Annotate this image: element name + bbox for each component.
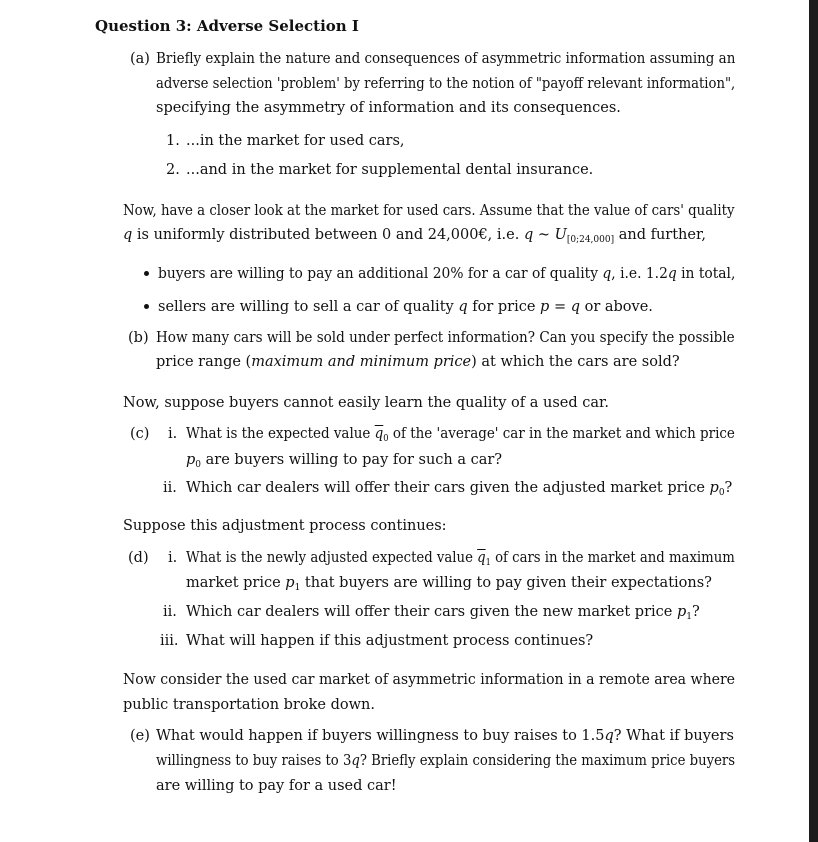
- part-d-ii-pre: Which car dealers will offer their cars given the new market price: [186, 604, 677, 620]
- part-c-ii-pre: Which car dealers will offer their cars given the adjusted market price: [186, 480, 710, 496]
- part-d-label: (d): [128, 550, 149, 566]
- bullet-2-var2: p = q: [540, 299, 580, 315]
- part-c-i-number: i.: [168, 426, 178, 442]
- part-a-item-2-text: ...and in the market for supplemental dental insurance.: [186, 162, 594, 178]
- bullet-icon: [144, 271, 149, 276]
- bullet-2-end: or above.: [579, 299, 653, 315]
- part-b-line-1: How many cars will be sold under perfect information? Can you specify the possible: [156, 330, 735, 346]
- bullet-2-var: q: [458, 299, 468, 315]
- p-sub: 0: [195, 460, 202, 470]
- part-c-i-line-2-post: are buyers willing to pay for such a car?: [201, 452, 503, 468]
- part-d-i-post: of cars in the market and maximum: [490, 550, 735, 566]
- part-e-line-2-post: ? Briefly explain considering the maximum price buyers: [359, 753, 735, 769]
- bullet-icon: [144, 304, 149, 309]
- part-d-ii-text: [186, 603, 700, 621]
- part-e-line-1-post: ? What if buyers: [613, 728, 734, 744]
- bullet-2-post: for price: [467, 299, 541, 315]
- var-q: q: [123, 227, 133, 243]
- window-edge: [809, 0, 818, 842]
- part-a-label: (a): [130, 51, 150, 67]
- part-d-i-line-2-post: that buyers are willing to pay given their expectations?: [300, 575, 712, 591]
- part-d-iii-text: What will happen if this adjustment process continues?: [186, 633, 594, 649]
- part-c-i-line-1: [186, 425, 735, 443]
- para-3: Suppose this adjustment process continues:: [123, 518, 447, 534]
- p-sub: 0: [718, 488, 725, 498]
- para-4-line-1: Now consider the used car market of asymmetric information in a remote area where: [123, 672, 735, 688]
- part-c-ii-post: ?: [724, 480, 733, 496]
- bullet-1-end: in total,: [676, 266, 736, 282]
- part-b-line-2-italic: maximum and minimum price: [251, 354, 472, 370]
- part-c-label: (c): [130, 426, 150, 442]
- part-a-item-1-text: ...in the market for used cars,: [186, 133, 405, 149]
- part-d-i-pre: What is the newly adjusted expected value: [186, 550, 478, 566]
- distribution-expr: q ~ U: [523, 227, 567, 243]
- part-c-i-pre: What is the expected value: [186, 426, 375, 442]
- q-var: q: [604, 728, 614, 744]
- bullet-1-var: q: [602, 266, 612, 282]
- bullet-2-text: [158, 298, 653, 316]
- part-e-line-3: are willing to pay for a used car!: [156, 778, 397, 794]
- q-bar-var: $\overline{q}$: [477, 550, 486, 566]
- p-sub: 1: [294, 583, 301, 593]
- part-b-label: (b): [128, 330, 149, 346]
- q-bar-sub: 0: [383, 434, 389, 444]
- bullet-2-pre: sellers are willing to sell a car of quality: [158, 299, 459, 315]
- part-a-line-3: specifying the asymmetry of information and its consequences.: [156, 100, 621, 116]
- part-b-line-2-pre: price range (: [156, 354, 252, 370]
- para-1-end: and further,: [614, 227, 706, 243]
- p-var: p: [186, 452, 196, 468]
- q-bar-sub: 1: [485, 558, 491, 568]
- part-a-item-2-number: 2.: [166, 162, 180, 178]
- para-1-line-1: Now, have a closer look at the market for used cars. Assume that the value of cars' quality: [123, 203, 735, 219]
- part-e-line-2-pre: willingness to buy raises to 3: [156, 753, 352, 769]
- part-d-iii-number: iii.: [160, 633, 179, 649]
- q-var: q: [351, 753, 360, 769]
- bullet-1-pre: buyers are willing to pay an additional 20% for a car of quality: [158, 266, 603, 282]
- para-4-line-2: public transportation broke down.: [123, 697, 375, 713]
- para-1-line-2: [123, 226, 706, 244]
- part-c-ii-text: [186, 479, 732, 497]
- part-d-i-line-2-pre: market price: [186, 575, 286, 591]
- question-title: Question 3: Adverse Selection I: [95, 17, 359, 35]
- para-2: Now, suppose buyers cannot easily learn the quality of a used car.: [123, 395, 609, 411]
- part-c-i-post: of the 'average' car in the market and which price: [388, 426, 735, 442]
- bullet-1-text: [158, 265, 735, 283]
- part-c-i-line-2: [186, 451, 502, 469]
- para-1-text: is uniformly distributed between 0 and 24,000€, i.e.: [132, 227, 524, 243]
- part-e-line-2: [156, 752, 735, 770]
- part-a-line-1: Briefly explain the nature and consequences of asymmetric information assuming an: [156, 51, 736, 67]
- p-sub: 1: [686, 612, 692, 622]
- distribution-range: [0;24,000]: [566, 235, 615, 245]
- part-d-i-line-2: [186, 574, 712, 592]
- p-var: p: [676, 604, 687, 620]
- part-a-item-1-number: 1.: [166, 133, 180, 149]
- part-d-ii-number: ii.: [163, 604, 177, 620]
- q-bar-var: $\overline{q}$: [374, 426, 384, 442]
- part-d-ii-post: ?: [691, 604, 700, 620]
- bullet-1-post: , i.e. 1.2: [611, 266, 668, 282]
- part-e-line-1: [156, 727, 734, 745]
- part-e-line-1-pre: What would happen if buyers willingness to buy raises to 1.5: [156, 728, 605, 744]
- part-d-i-line-1: [186, 549, 735, 567]
- p-var: p: [285, 575, 295, 591]
- part-b-line-2: [156, 353, 680, 371]
- bullet-1-var2: q: [667, 266, 677, 282]
- part-c-ii-number: ii.: [163, 480, 177, 496]
- part-b-line-2-post: ) at which the cars are sold?: [471, 354, 680, 370]
- part-d-i-number: i.: [168, 550, 178, 566]
- part-a-line-2: adverse selection 'problem' by referring to the notion of "payoff relevant information",: [156, 76, 736, 92]
- part-e-label: (e): [130, 728, 150, 744]
- p-var: p: [709, 480, 719, 496]
